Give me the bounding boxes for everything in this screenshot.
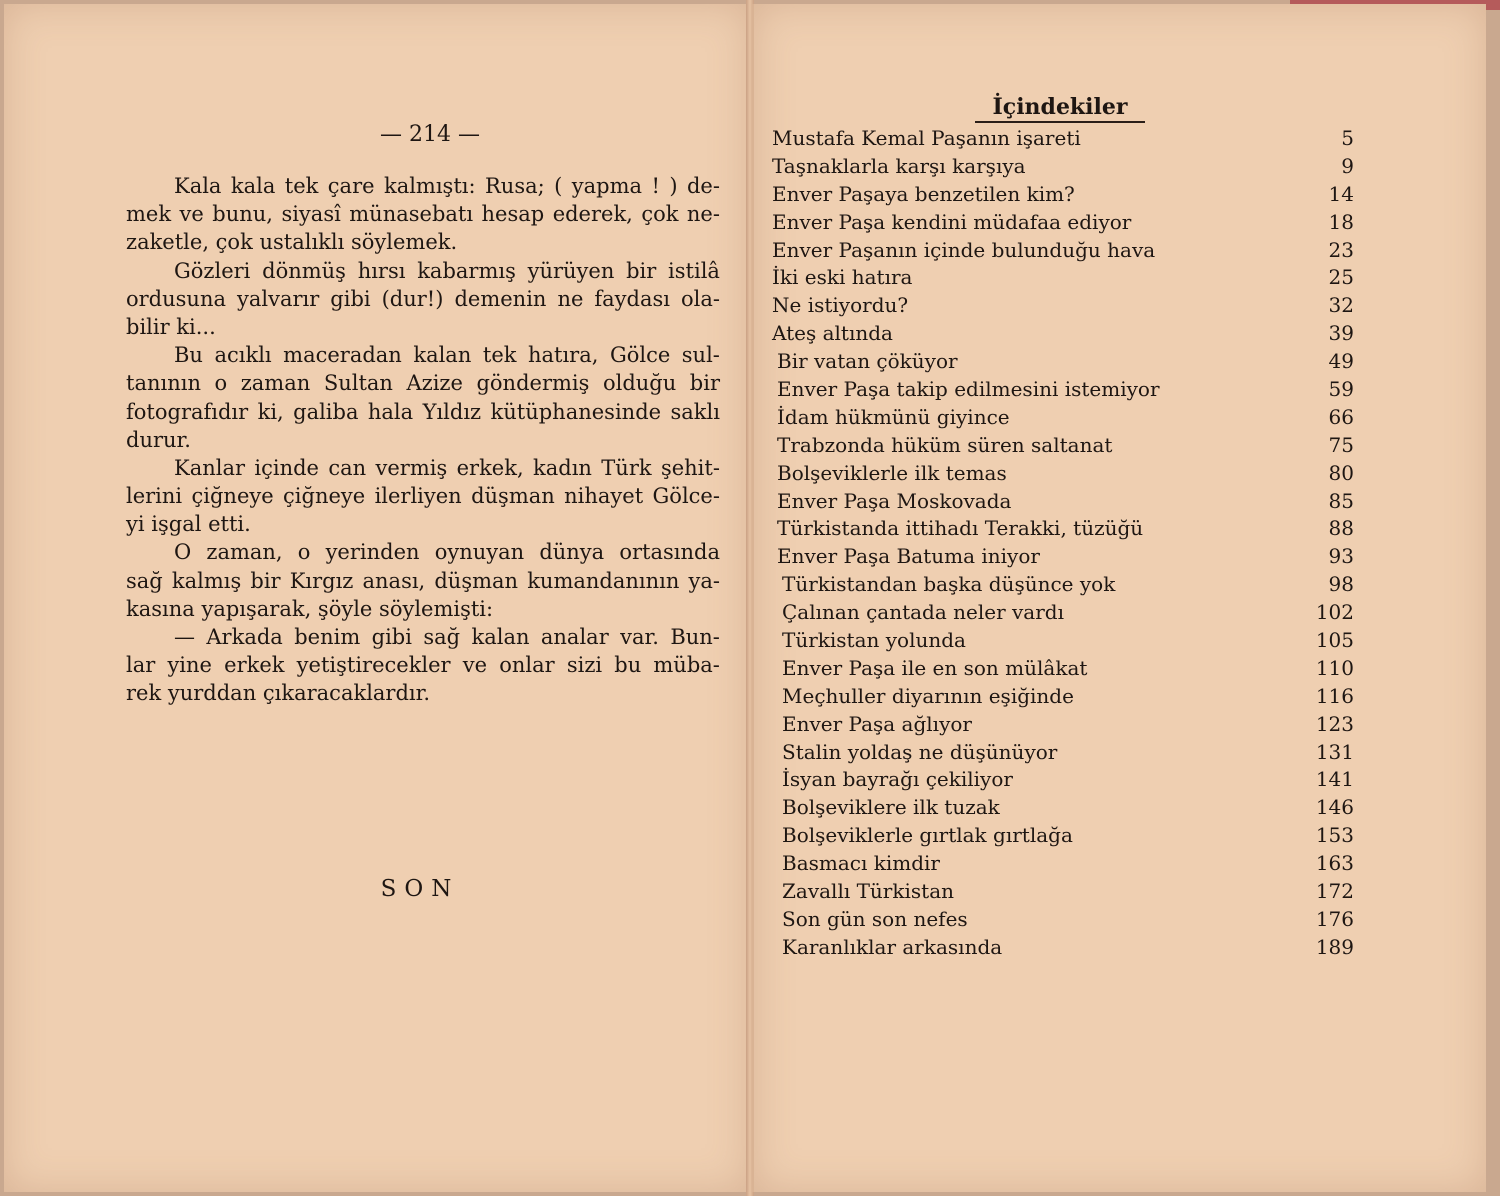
text-line: mek ve bunu, siyasî münasebatı hesap ederek, çok ne-: [126, 202, 720, 227]
toc-entry-title: Mustafa Kemal Paşanın işareti: [772, 126, 1081, 150]
toc-entry-title: Enver Paşa ağlıyor: [782, 711, 972, 736]
text-line: Gözleri dönmüş hırsı kabarmış yürüyen bir istilâ: [174, 258, 720, 283]
toc-entry-title: Enver Paşa Batuma iniyor: [777, 544, 1040, 569]
text-line: tanının o zaman Sultan Azize göndermiş olduğu bir: [126, 371, 720, 396]
text-line: sağ kalmış bir Kırgız anası, düşman kumandanının ya-: [126, 568, 720, 593]
toc-entry-page: 176: [1315, 906, 1354, 931]
toc-entry-title: Zavallı Türkistan: [782, 879, 954, 904]
toc-entry-page: 66: [1328, 404, 1354, 429]
toc-entry: [772, 432, 1364, 460]
text-line: durur.: [126, 427, 191, 452]
toc-entry-title: Trabzonda hüküm süren saltanat: [777, 432, 1113, 457]
toc-entry-page: 146: [1315, 795, 1354, 820]
text-line: Bu acıklı maceradan kalan tek hatıra, Gölce sul-: [174, 343, 720, 368]
toc-entry: [772, 571, 1364, 599]
toc-entry-page: 5: [1341, 126, 1354, 150]
toc-entry-title: Taşnaklarla karşı karşıya: [772, 153, 1026, 178]
toc-entry-title: Bolşeviklerle ilk temas: [777, 460, 1007, 485]
toc-entry-title: Ne istiyordu?: [772, 293, 909, 318]
text-line: fotografıdır ki, galiba hala Yıldız kütüphanesinde saklı: [126, 399, 720, 424]
text-line: bilir ki...: [126, 314, 216, 339]
toc-entry-title: Karanlıklar arkasında: [782, 934, 1003, 959]
toc-entry: [772, 794, 1364, 822]
text-line: Kanlar içinde can vermiş erkek, kadın Türk şehit-: [174, 455, 720, 480]
toc-entry-title: Stalin yoldaş ne düşünüyor: [782, 739, 1058, 764]
toc-entry-page: 105: [1315, 628, 1354, 653]
toc-entry-page: 49: [1328, 349, 1354, 374]
toc-entry-page: 80: [1328, 460, 1354, 485]
toc-entry: [772, 739, 1364, 767]
toc-entry-page: 18: [1328, 209, 1354, 234]
toc-entry-page: 110: [1315, 655, 1354, 680]
text-line: kasına yapışarak, şöyle söylemişti:: [126, 596, 494, 621]
toc-entry: [772, 655, 1364, 683]
toc-entry-page: 32: [1328, 293, 1354, 318]
toc-entry-title: Türkistan yolunda: [782, 628, 966, 653]
toc-title: İçindekiler: [975, 94, 1145, 123]
toc-entry: [772, 488, 1364, 516]
toc-entry-page: 75: [1328, 432, 1354, 457]
toc-entry-page: 93: [1328, 544, 1354, 569]
toc-entry: [772, 292, 1364, 320]
toc-entry-title: Son gün son nefes: [782, 906, 968, 931]
toc-entry-page: 163: [1315, 851, 1354, 876]
toc-entry-title: Ateş altında: [772, 321, 893, 346]
toc-entry-page: 189: [1315, 934, 1354, 959]
toc-entry: [772, 125, 1364, 153]
toc-entry-page: 102: [1315, 600, 1354, 625]
toc-entry: [772, 404, 1364, 432]
toc-entry: [772, 934, 1364, 962]
toc-entry: [772, 683, 1364, 711]
toc-entry: [772, 320, 1364, 348]
toc-entry: [772, 878, 1364, 906]
toc-entry-page: 141: [1315, 767, 1354, 792]
toc-entry: [772, 515, 1364, 543]
text-line: lar yine erkek yetiştirecekler ve onlar sizi bu müba-: [126, 653, 720, 678]
toc-entry-page: 98: [1328, 572, 1354, 597]
text-line: yi işgal etti.: [126, 512, 251, 537]
toc-entry-page: 153: [1315, 823, 1354, 848]
toc-entry: [772, 599, 1364, 627]
page-number: — 214 —: [380, 122, 480, 147]
text-line: — Arkada benim gibi sağ kalan analar var. Bun-: [174, 625, 720, 649]
toc-entry-title: Enver Paşa Moskovada: [777, 488, 1012, 513]
toc-entry: [772, 906, 1364, 934]
toc-entry-page: 59: [1328, 377, 1354, 402]
toc-entry: [772, 348, 1364, 376]
toc-entry-title: İki eski hatıra: [772, 265, 913, 290]
toc-entry: [772, 766, 1364, 794]
toc-entry-page: 14: [1328, 181, 1354, 206]
toc-entry-title: İdam hükmünü giyince: [777, 404, 1010, 429]
toc-entry-title: Meçhuller diyarının eşiğinde: [782, 683, 1074, 708]
toc-entry: [772, 627, 1364, 655]
toc-entry: [772, 376, 1364, 404]
toc-entry-page: 131: [1315, 739, 1354, 764]
toc-entry-page: 123: [1315, 711, 1354, 736]
toc-entry: [772, 850, 1364, 878]
toc-entry-title: İsyan bayrağı çekiliyor: [782, 767, 1013, 792]
toc-entry-page: 85: [1328, 488, 1354, 513]
toc-entry: [772, 822, 1364, 850]
toc-entry-title: Enver Paşaya benzetilen kim?: [772, 181, 1075, 206]
toc-entry-page: 88: [1328, 516, 1354, 541]
toc-entry-page: 116: [1315, 683, 1354, 708]
toc-entry: [772, 181, 1364, 209]
toc-entry: [772, 264, 1364, 292]
toc-entry-page: 25: [1328, 265, 1354, 290]
toc-entry-page: 9: [1341, 153, 1354, 178]
body-text: [126, 172, 720, 708]
toc-entry-title: Enver Paşa kendini müdafaa ediyor: [772, 209, 1132, 234]
text-line: rek yurddan çıkaracaklardır.: [126, 681, 431, 706]
text-line: ordusuna yalvarır gibi (dur!) demenin ne faydası ola-: [126, 286, 720, 311]
toc-entry-title: Enver Paşa takip edilmesini istemiyor: [777, 377, 1160, 402]
toc-entry-page: 23: [1328, 237, 1354, 262]
toc-entry-title: Çalınan çantada neler vardı: [782, 600, 1064, 625]
toc-entry-title: Basmacı kimdir: [782, 851, 940, 876]
toc-entry-title: Bolşeviklerle gırtlak gırtlağa: [782, 823, 1073, 848]
toc-entry: [772, 543, 1364, 571]
toc-entry-page: 172: [1315, 879, 1354, 904]
toc-entry: [772, 711, 1364, 739]
end-marker: SON: [380, 876, 460, 902]
toc-entry: [772, 153, 1364, 181]
toc-entry: [772, 237, 1364, 265]
toc-entry-title: Türkistanda ittihadı Terakki, tüzüğü: [777, 516, 1144, 541]
toc-entry: [772, 460, 1364, 488]
toc-entry: [772, 209, 1364, 237]
text-line: lerini çiğneye çiğneye ilerliyen düşman nihayet Gölce-: [126, 484, 720, 509]
text-line: O zaman, o yerinden oynuyan dünya ortasında: [174, 540, 720, 565]
text-line: Kala kala tek çare kalmıştı: Rusa; ( yapma ! ) de-: [174, 174, 720, 198]
toc-entry-page: 39: [1328, 321, 1354, 346]
toc-entry-title: Bir vatan çöküyor: [777, 349, 958, 374]
toc-entry-title: Türkistandan başka düşünce yok: [782, 572, 1116, 597]
table-of-contents: [772, 125, 1364, 962]
text-line: zaketle, çok ustalıklı söylemek.: [126, 230, 458, 255]
toc-entry-title: Bolşeviklere ilk tuzak: [782, 795, 1000, 820]
toc-entry-title: Enver Paşa ile en son mülâkat: [782, 655, 1088, 680]
toc-entry-title: Enver Paşanın içinde bulunduğu hava: [772, 237, 1156, 262]
